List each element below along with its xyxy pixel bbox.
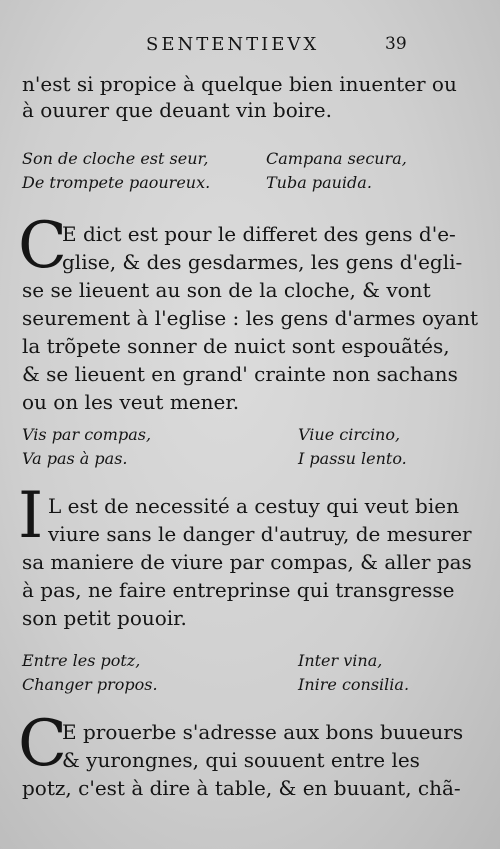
commentary-line: viure sans le danger d'autruy, de mesurer (48, 522, 472, 546)
proverb-french-line: Entre les potz, (22, 651, 141, 670)
proverb-french-line: Vis par compas, (22, 425, 152, 444)
intro-line: n'est si propice à quelque bien inuenter ou (22, 72, 457, 96)
commentary-line: son petit pouoir. (22, 606, 187, 630)
drop-capital: C (18, 209, 67, 283)
proverb-french-line: Va pas à pas. (22, 449, 128, 468)
commentary-line: potz, c'est à dire à table, & en buuant, chã- (22, 776, 461, 800)
commentary-line: E prouerbe s'adresse aux bons buueurs (62, 720, 464, 744)
drop-capital: C (18, 707, 67, 781)
proverb-french-line: De trompete paoureux. (22, 173, 211, 192)
proverb-french-line: Son de cloche est seur, (22, 149, 209, 168)
commentary-line: E dict est pour le differet des gens d'e- (62, 222, 456, 246)
proverb-latin-line: I passu lento. (298, 449, 407, 468)
proverb-latin-line: Inire consilia. (298, 675, 410, 694)
proverb-latin-line: Campana secura, (266, 149, 407, 168)
commentary-line: seurement à l'eglise : les gens d'armes oyant (22, 306, 478, 330)
commentary-line: se se lieuent au son de la cloche, & vont (22, 278, 431, 302)
commentary-line: & yurongnes, qui souuent entre les (62, 748, 420, 772)
commentary-line: à pas, ne faire entreprinse qui transgresse (22, 578, 455, 602)
proverb-french-line: Changer propos. (22, 675, 158, 694)
proverb-latin-line: Inter vina, (298, 651, 383, 670)
intro-line: à ouurer que deuant vin boire. (22, 98, 332, 122)
commentary-line: ou on les veut mener. (22, 390, 240, 414)
page-header (0, 34, 500, 60)
commentary-line: la trõpete sonner de nuict sont espouãtés, (22, 334, 450, 358)
proverb-latin-line: Viue circino, (298, 425, 401, 444)
page-number: 39 (385, 34, 407, 54)
drop-capital: I (18, 479, 44, 553)
commentary-line: glise, & des gesdarmes, les gens d'egli- (62, 250, 463, 274)
running-title: SENTENTIEVX (146, 34, 320, 55)
commentary-line: sa maniere de viure par compas, & aller pas (22, 550, 472, 574)
commentary-line: L est de necessité a cestuy qui veut bien (48, 494, 459, 518)
proverb-latin-line: Tuba pauida. (266, 173, 372, 192)
commentary-line: & se lieuent en grand' crainte non sachans (22, 362, 458, 386)
